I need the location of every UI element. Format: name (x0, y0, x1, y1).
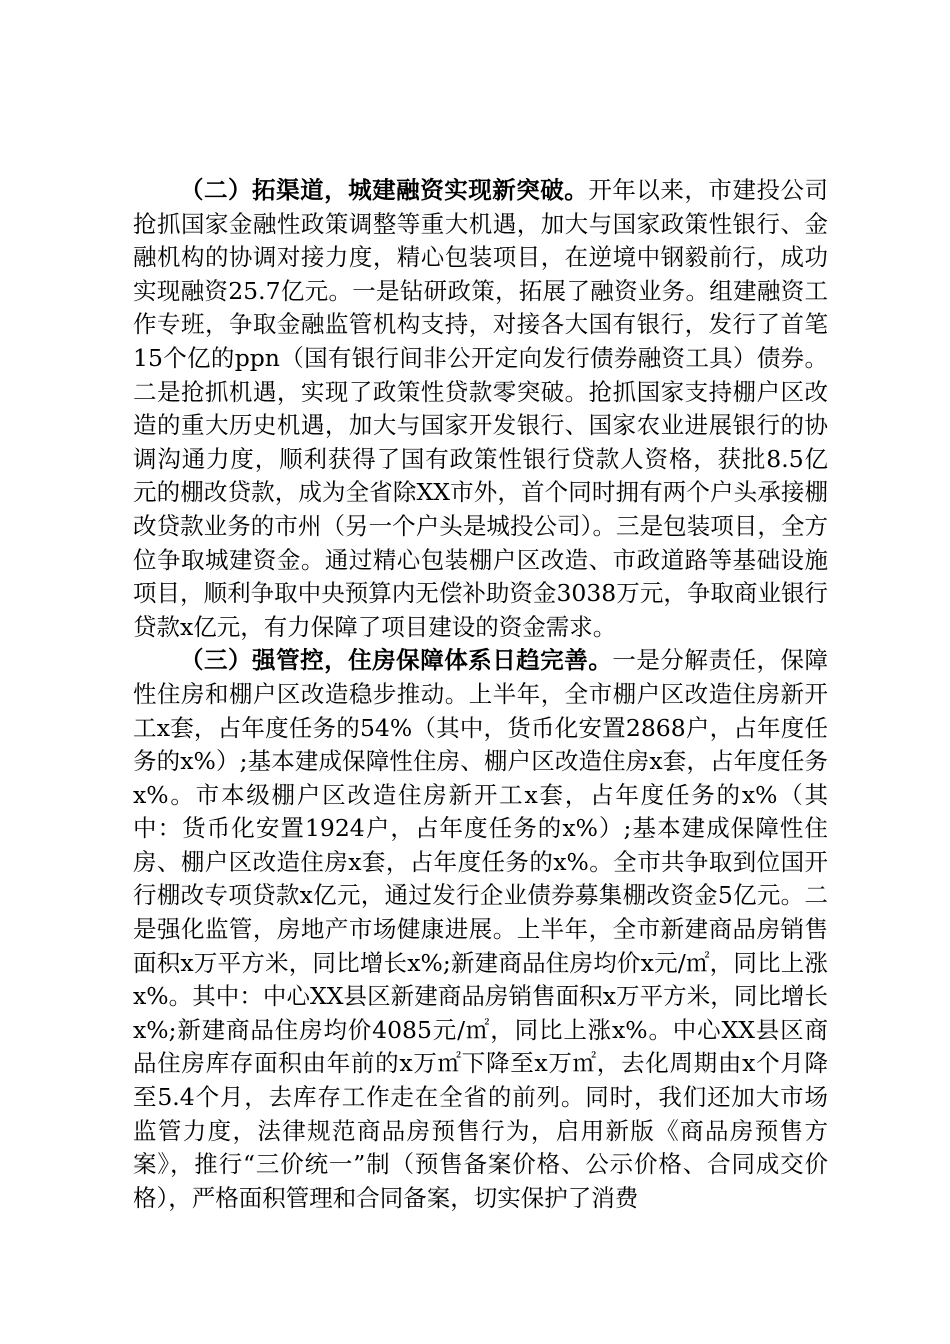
paragraph-housing-text: 一是分解责任，保障性住房和棚户区改造稳步推动。上半年，全市棚户区改造住房新开工x套，占年度任务的54%（其中，货币化安置2868户，占年度任务的x%）;基本建成保障性住房、棚户区改造住房x套，占年度任务x%。市本级棚户区改造住房新开工x套，占年度任务的x%（其中：货币化安置1924户，占年度任务的x%）;基本建成保障性住房、棚户区改造住房x套，占年度任务的x%。全市共争取到位国开行棚改专项贷款x亿元，通过发行企业债券募集棚改资金5亿元。二是强化监管，房地产市场健康进展。上半年，全市新建商品房销售面积x万平方米，同比增长x%;新建商品住房均价x元/㎡，同比上涨x%。其中：中心XX县区新建商品房销售面积x万平方米，同比增长x%;新建商品住房均价4085元/㎡，同比上涨x%。中心XX县区商品住房库存面积由年前的x万㎡下降至x万㎡，去化周期由x个月降至5.4个月，去库存工作走在全省的前列。同时，我们还加大市场监管力度，法律规范商品房预售行为，启用新版《商品房预售方案》，推行“三价统一”制（预售备案价格、公示价格、合同成交价格），严格面积管理和合同备案，切实保护了消费 (133, 646, 829, 1212)
paragraph-financing-text: 开年以来，市建投公司抢抓国家金融性政策调整等重大机遇，加大与国家政策性银行、金融机构的协调对接力度，精心包装项目，在逆境中钢毅前行，成功实现融资25.7亿元。一是钻研政策，拓展了融资业务。组建融资工作专班，争取金融监管机构支持，对接各大国有银行，发行了首笔15个亿的ppn（国有银行间非公开定向发行债券融资工具）债券。二是抢抓机遇，实现了政策性贷款零突破。抢抓国家支持棚户区改造的重大历史机遇，加大与国家开发银行、国家农业进展银行的协调沟通力度，顺利获得了国有政策性银行贷款人资格，获批8.5亿元的棚改贷款，成为全省除XX市外，首个同时拥有两个户头承接棚改贷款业务的市州（另一个户头是城投公司）。三是包装项目，全方位争取城建资金。通过精心包装棚户区改造、市政道路等基础设施项目，顺利争取中央预算内无偿补助资金3038万元，争取商业银行贷款x亿元，有力保障了项目建设的资金需求。 (133, 176, 829, 641)
section-heading-financing: （二）拓渠道，城建融资实现新突破。 (180, 176, 589, 204)
section-heading-housing: （三）强管控，住房保障体系日趋完善。 (180, 646, 613, 675)
paragraph-housing (133, 644, 828, 1215)
document-body (133, 174, 828, 1215)
paragraph-financing (133, 174, 828, 644)
